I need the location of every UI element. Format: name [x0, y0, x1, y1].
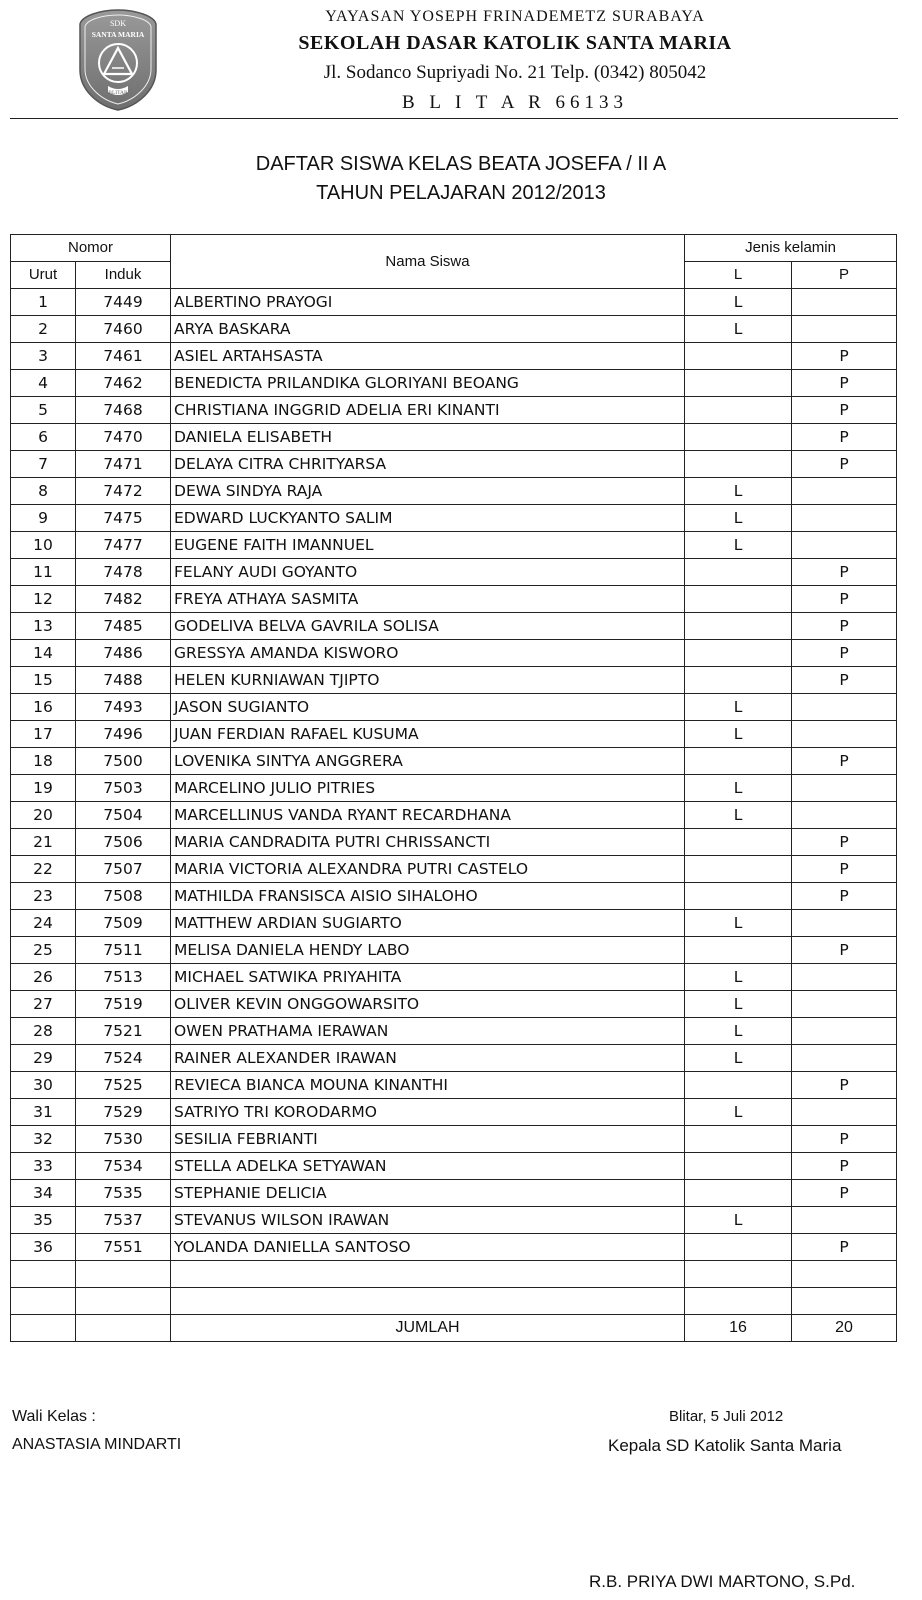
row-urut: 15 [11, 667, 76, 694]
row-induk: 7511 [76, 937, 171, 964]
row-p [792, 910, 897, 937]
table-row [11, 1018, 897, 1045]
foundation-name: YAYASAN YOSEPH FRINADEMETZ SURABAYA [325, 8, 705, 25]
row-l: L [685, 802, 792, 829]
row-urut: 34 [11, 1180, 76, 1207]
row-l: L [685, 1099, 792, 1126]
row-induk: 7504 [76, 802, 171, 829]
row-p: P [792, 1153, 897, 1180]
row-p [792, 532, 897, 559]
row-induk: 7482 [76, 586, 171, 613]
header-induk: Induk [76, 262, 171, 289]
table-row [11, 1099, 897, 1126]
row-p: P [792, 397, 897, 424]
row-nama: FELANY AUDI GOYANTO [171, 559, 685, 586]
row-nama: STEPHANIE DELICIA [171, 1180, 685, 1207]
table-row [11, 991, 897, 1018]
row-induk: 7524 [76, 1045, 171, 1072]
row-l [685, 748, 792, 775]
row-induk: 7478 [76, 559, 171, 586]
row-urut: 24 [11, 910, 76, 937]
row-p: P [792, 1126, 897, 1153]
headmaster-title: Kepala SD Katolik Santa Maria [608, 1436, 842, 1455]
row-p [792, 1207, 897, 1234]
row-nama: GODELIVA BELVA GAVRILA SOLISA [171, 613, 685, 640]
row-induk: 7477 [76, 532, 171, 559]
blank-row [11, 1288, 897, 1315]
school-logo [78, 8, 158, 112]
row-p: P [792, 883, 897, 910]
row-urut: 22 [11, 856, 76, 883]
row-p [792, 991, 897, 1018]
row-l: L [685, 694, 792, 721]
row-induk: 7493 [76, 694, 171, 721]
row-p: P [792, 856, 897, 883]
table-row [11, 1180, 897, 1207]
school-name: SEKOLAH DASAR KATOLIK SANTA MARIA [298, 32, 732, 54]
row-l [685, 343, 792, 370]
total-label: JUMLAH [171, 1315, 685, 1342]
row-l: L [685, 1207, 792, 1234]
row-p [792, 316, 897, 343]
row-l: L [685, 910, 792, 937]
table-row [11, 343, 897, 370]
row-p: P [792, 613, 897, 640]
row-p: P [792, 451, 897, 478]
row-nama: MATTHEW ARDIAN SUGIARTO [171, 910, 685, 937]
row-urut: 28 [11, 1018, 76, 1045]
header-p: P [792, 262, 897, 289]
row-urut: 32 [11, 1126, 76, 1153]
row-p: P [792, 829, 897, 856]
row-l: L [685, 289, 792, 316]
row-nama: BENEDICTA PRILANDIKA GLORIYANI BEOANG [171, 370, 685, 397]
row-p [792, 1045, 897, 1072]
letterhead-divider [10, 118, 898, 119]
table-row [11, 397, 897, 424]
row-p [792, 694, 897, 721]
row-induk: 7488 [76, 667, 171, 694]
row-nama: MARCELINO JULIO PITRIES [171, 775, 685, 802]
row-p: P [792, 1072, 897, 1099]
title-line-1: DAFTAR SISWA KELAS BEATA JOSEFA / II A [255, 153, 667, 175]
row-induk: 7519 [76, 991, 171, 1018]
table-row [11, 910, 897, 937]
row-p [792, 802, 897, 829]
row-nama: MATHILDA FRANSISCA AISIO SIHALOHO [171, 883, 685, 910]
row-urut: 10 [11, 532, 76, 559]
row-induk: 7529 [76, 1099, 171, 1126]
row-induk: 7506 [76, 829, 171, 856]
row-nama: RAINER ALEXANDER IRAWAN [171, 1045, 685, 1072]
row-induk: 7525 [76, 1072, 171, 1099]
row-urut: 21 [11, 829, 76, 856]
table-row [11, 694, 897, 721]
row-p [792, 775, 897, 802]
row-urut: 29 [11, 1045, 76, 1072]
table-row [11, 1072, 897, 1099]
row-urut: 26 [11, 964, 76, 991]
row-l [685, 1126, 792, 1153]
row-induk: 7461 [76, 343, 171, 370]
wali-kelas-name: ANASTASIA MINDARTI [12, 1436, 182, 1453]
row-urut: 4 [11, 370, 76, 397]
row-induk: 7485 [76, 613, 171, 640]
row-induk: 7468 [76, 397, 171, 424]
table-row [11, 559, 897, 586]
logo-text-bottom: BLITAR [108, 90, 128, 96]
table-row [11, 937, 897, 964]
row-nama: JASON SUGIANTO [171, 694, 685, 721]
row-nama: ASIEL ARTAHSASTA [171, 343, 685, 370]
row-nama: MARCELLINUS VANDA RYANT RECARDHANA [171, 802, 685, 829]
row-urut: 16 [11, 694, 76, 721]
row-l: L [685, 505, 792, 532]
row-l [685, 370, 792, 397]
row-l: L [685, 532, 792, 559]
row-induk: 7551 [76, 1234, 171, 1261]
place-date: Blitar, 5 Juli 2012 [669, 1408, 784, 1425]
table-row [11, 478, 897, 505]
row-nama: SATRIYO TRI KORODARMO [171, 1099, 685, 1126]
row-induk: 7509 [76, 910, 171, 937]
row-l: L [685, 478, 792, 505]
table-row [11, 289, 897, 316]
row-urut: 8 [11, 478, 76, 505]
row-nama: MARIA VICTORIA ALEXANDRA PUTRI CASTELO [171, 856, 685, 883]
row-l [685, 424, 792, 451]
row-urut: 17 [11, 721, 76, 748]
row-nama: DEWA SINDYA RAJA [171, 478, 685, 505]
row-urut: 5 [11, 397, 76, 424]
blank-row [11, 1261, 897, 1288]
table-row [11, 1126, 897, 1153]
row-urut: 30 [11, 1072, 76, 1099]
row-nama: LOVENIKA SINTYA ANGGRERA [171, 748, 685, 775]
table-row [11, 883, 897, 910]
wali-kelas-label: Wali Kelas : [12, 1408, 96, 1425]
row-urut: 23 [11, 883, 76, 910]
row-p: P [792, 343, 897, 370]
row-induk: 7537 [76, 1207, 171, 1234]
total-row [11, 1315, 897, 1342]
row-urut: 18 [11, 748, 76, 775]
row-induk: 7507 [76, 856, 171, 883]
table-row [11, 721, 897, 748]
row-urut: 19 [11, 775, 76, 802]
row-nama: HELEN KURNIAWAN TJIPTO [171, 667, 685, 694]
row-induk: 7472 [76, 478, 171, 505]
header-nomor: Nomor [11, 235, 171, 262]
table-row [11, 829, 897, 856]
row-nama: DANIELA ELISABETH [171, 424, 685, 451]
row-urut: 20 [11, 802, 76, 829]
row-induk: 7534 [76, 1153, 171, 1180]
row-l [685, 640, 792, 667]
table-row [11, 748, 897, 775]
row-induk: 7470 [76, 424, 171, 451]
table-row [11, 802, 897, 829]
row-nama: ARYA BASKARA [171, 316, 685, 343]
table-row [11, 1207, 897, 1234]
row-nama: DELAYA CITRA CHRITYARSA [171, 451, 685, 478]
row-l [685, 613, 792, 640]
row-urut: 1 [11, 289, 76, 316]
school-address: Jl. Sodanco Supriyadi No. 21 Telp. (0342) 805042 [323, 62, 707, 83]
table-row [11, 424, 897, 451]
row-p: P [792, 937, 897, 964]
row-urut: 31 [11, 1099, 76, 1126]
table-row [11, 775, 897, 802]
row-p: P [792, 559, 897, 586]
row-l [685, 451, 792, 478]
row-p [792, 1018, 897, 1045]
header-jenis-kelamin: Jenis kelamin [685, 235, 897, 262]
row-nama: GRESSYA AMANDA KISWORO [171, 640, 685, 667]
row-p: P [792, 748, 897, 775]
row-urut: 13 [11, 613, 76, 640]
row-induk: 7508 [76, 883, 171, 910]
row-nama: JUAN FERDIAN RAFAEL KUSUMA [171, 721, 685, 748]
row-l [685, 667, 792, 694]
row-p [792, 721, 897, 748]
row-induk: 7462 [76, 370, 171, 397]
row-l [685, 1234, 792, 1261]
row-nama: MICHAEL SATWIKA PRIYAHITA [171, 964, 685, 991]
row-induk: 7503 [76, 775, 171, 802]
row-urut: 25 [11, 937, 76, 964]
row-l [685, 937, 792, 964]
row-p: P [792, 1234, 897, 1261]
title-line-2: TAHUN PELAJARAN 2012/2013 [316, 182, 606, 204]
row-urut: 33 [11, 1153, 76, 1180]
row-l [685, 1072, 792, 1099]
headmaster-name: R.B. PRIYA DWI MARTONO, S.Pd. [589, 1572, 856, 1591]
row-nama: EUGENE FAITH IMANNUEL [171, 532, 685, 559]
row-urut: 3 [11, 343, 76, 370]
row-nama: OLIVER KEVIN ONGGOWARSITO [171, 991, 685, 1018]
row-l [685, 559, 792, 586]
school-city: B L I T A R 66133 [401, 92, 629, 113]
student-roster-table [10, 234, 897, 1342]
table-row [11, 586, 897, 613]
row-p [792, 478, 897, 505]
roster-body [11, 289, 897, 1261]
table-row [11, 316, 897, 343]
row-nama: SESILIA FEBRIANTI [171, 1126, 685, 1153]
table-row [11, 964, 897, 991]
row-l [685, 1153, 792, 1180]
row-nama: ALBERTINO PRAYOGI [171, 289, 685, 316]
row-nama: OWEN PRATHAMA IERAWAN [171, 1018, 685, 1045]
row-nama: MARIA CANDRADITA PUTRI CHRISSANCTI [171, 829, 685, 856]
row-p [792, 964, 897, 991]
row-urut: 9 [11, 505, 76, 532]
table-row [11, 856, 897, 883]
row-p [792, 505, 897, 532]
row-nama: YOLANDA DANIELLA SANTOSO [171, 1234, 685, 1261]
row-induk: 7521 [76, 1018, 171, 1045]
table-row [11, 451, 897, 478]
row-induk: 7496 [76, 721, 171, 748]
row-nama: CHRISTIANA INGGRID ADELIA ERI KINANTI [171, 397, 685, 424]
row-nama: STEVANUS WILSON IRAWAN [171, 1207, 685, 1234]
document-title [0, 150, 922, 208]
row-l: L [685, 316, 792, 343]
table-row [11, 1234, 897, 1261]
row-induk: 7535 [76, 1180, 171, 1207]
table-row [11, 532, 897, 559]
row-induk: 7513 [76, 964, 171, 991]
row-urut: 6 [11, 424, 76, 451]
row-urut: 35 [11, 1207, 76, 1234]
row-l [685, 829, 792, 856]
table-row [11, 370, 897, 397]
header-l: L [685, 262, 792, 289]
row-nama: FREYA ATHAYA SASMITA [171, 586, 685, 613]
row-nama: EDWARD LUCKYANTO SALIM [171, 505, 685, 532]
row-induk: 7449 [76, 289, 171, 316]
table-row [11, 640, 897, 667]
row-urut: 7 [11, 451, 76, 478]
header-nama-siswa: Nama Siswa [171, 235, 685, 289]
total-p: 20 [792, 1315, 897, 1342]
table-row [11, 1045, 897, 1072]
row-l [685, 856, 792, 883]
row-l: L [685, 1045, 792, 1072]
row-induk: 7500 [76, 748, 171, 775]
row-l: L [685, 721, 792, 748]
row-nama: REVIECA BIANCA MOUNA KINANTHI [171, 1072, 685, 1099]
row-urut: 27 [11, 991, 76, 1018]
row-induk: 7486 [76, 640, 171, 667]
row-p: P [792, 424, 897, 451]
row-urut: 36 [11, 1234, 76, 1261]
row-l [685, 586, 792, 613]
row-p [792, 289, 897, 316]
row-p: P [792, 370, 897, 397]
row-p: P [792, 667, 897, 694]
row-nama: STELLA ADELKA SETYAWAN [171, 1153, 685, 1180]
row-l: L [685, 964, 792, 991]
table-row [11, 505, 897, 532]
logo-text-mid: SANTA MARIA [91, 30, 145, 39]
row-urut: 12 [11, 586, 76, 613]
row-l: L [685, 991, 792, 1018]
row-p: P [792, 586, 897, 613]
row-l [685, 397, 792, 424]
row-l: L [685, 1018, 792, 1045]
header-urut: Urut [11, 262, 76, 289]
row-l: L [685, 775, 792, 802]
row-induk: 7530 [76, 1126, 171, 1153]
row-p: P [792, 1180, 897, 1207]
row-urut: 2 [11, 316, 76, 343]
logo-text-top: SDK [109, 19, 127, 28]
row-urut: 11 [11, 559, 76, 586]
row-induk: 7475 [76, 505, 171, 532]
table-row [11, 1153, 897, 1180]
row-p: P [792, 640, 897, 667]
row-induk: 7460 [76, 316, 171, 343]
row-l [685, 883, 792, 910]
row-urut: 14 [11, 640, 76, 667]
row-l [685, 1180, 792, 1207]
table-row [11, 667, 897, 694]
row-nama: MELISA DANIELA HENDY LABO [171, 937, 685, 964]
row-p [792, 1099, 897, 1126]
total-l: 16 [685, 1315, 792, 1342]
table-row [11, 613, 897, 640]
row-induk: 7471 [76, 451, 171, 478]
letterhead [240, 6, 790, 118]
